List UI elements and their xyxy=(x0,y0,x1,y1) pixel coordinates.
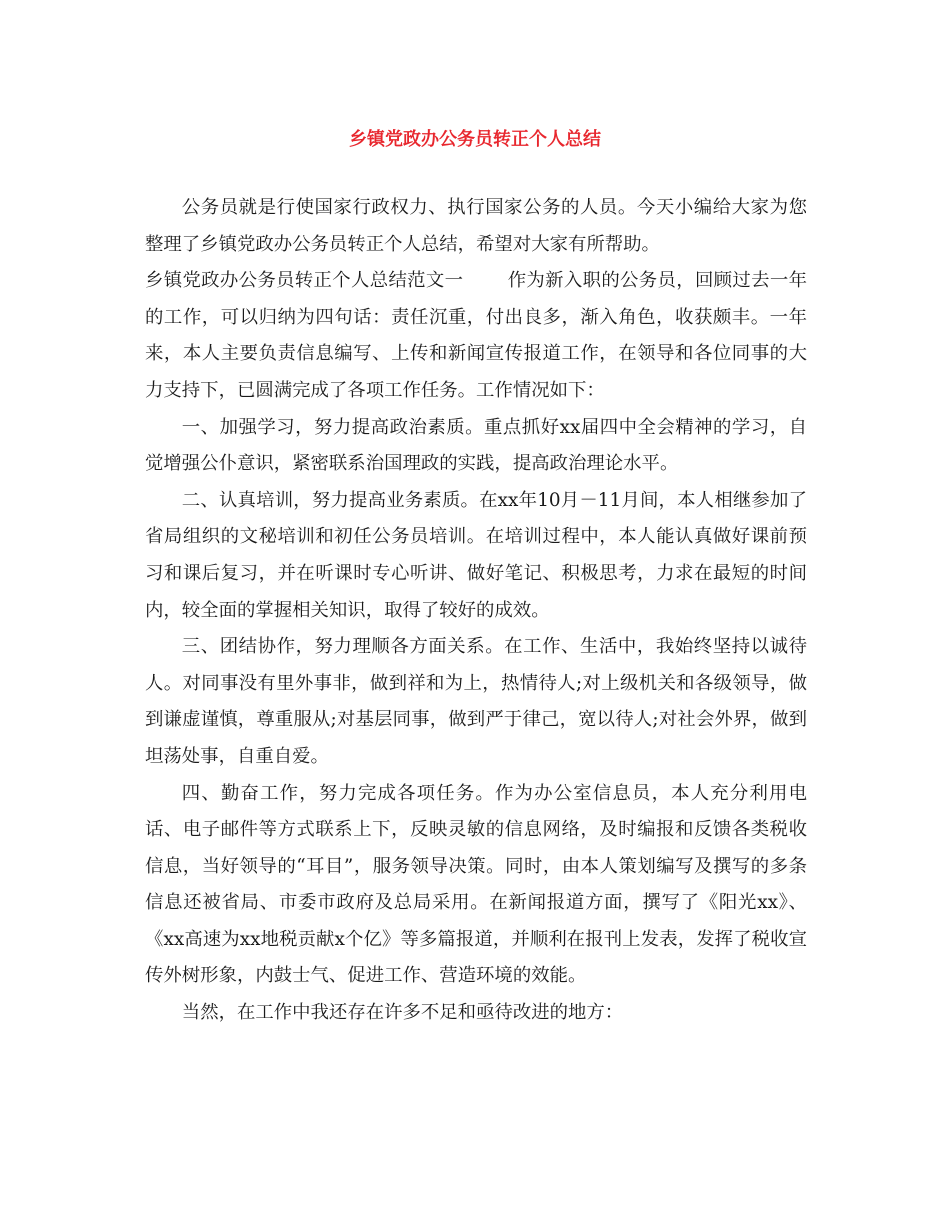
point-one-paragraph: 一、加强学习，努力提高政治素质。重点抓好xx届四中全会精神的学习，自觉增强公仆意识，紧密联系治国理政的实践，提高政治理论水平。 xyxy=(145,416,807,475)
intro-paragraph: 公务员就是行使国家行政权力、执行国家公务的人员。今天小编给大家为您整理了乡镇党政办公务员转正个人总结，希望对大家有所帮助。 xyxy=(145,197,807,255)
document-body xyxy=(145,190,807,1032)
point-two-paragraph: 二、认真培训，努力提高业务素质。在xx年10月－11月间，本人相继参加了省局组织的文秘培训和初任公务员培训。在培训过程中，本人能认真做好课前预习和课后复习，并在听课时专心听讲、做好笔记、积极思考，力求在最短的时间内，较全面的掌握相关知识，取得了较好的成效。 xyxy=(145,489,807,621)
document-title: 乡镇党政办公务员转正个人总结 xyxy=(349,129,601,150)
sample-heading: 乡镇党政办公务员转正个人总结范文一 xyxy=(145,270,464,292)
point-three-paragraph: 三、团结协作，努力理顺各方面关系。在工作、生活中，我始终坚持以诚待人。对同事没有里外事非，做到祥和为上，热情待人;对上级机关和各级领导，做到谦虚谨慎，尊重服从;对基层同事，做到严于律己，宽以待人;对社会外界，做到坦荡处事，自重自爱。 xyxy=(145,636,807,767)
sample-lead: 作为新入职的公务员，回顾过去一年的工作，可以归纳为四句话：责任沉重，付出良多，渐入角色，收获颇丰。一年来，本人主要负责信息编写、上传和新闻宣传报道工作，在领导和各位同事的大力支持下，已圆满完成了各项工作任务。工作情况如下： xyxy=(145,270,807,401)
point-four-paragraph: 四、勤奋工作，努力完成各项任务。作为办公室信息员，本人充分利用电话、电子邮件等方式联系上下，反映灵敏的信息网络，及时编报和反馈各类税收信息，当好领导的“耳目”，服务领导决策。同时，由本人策划编写及撰写的多条信息还被省局、市委市政府及总局采用。在新闻报道方面，撰写了《阳光xx》、《xx高速为xx地税贡献x个亿》等多篇报道，并顺利在报刊上发表，发挥了税收宣传外树形象，内鼓士气、促进工作、营造环境的效能。 xyxy=(145,782,807,987)
sample-paragraph xyxy=(145,263,807,409)
closing-paragraph: 当然，在工作中我还存在许多不足和亟待改进的地方： xyxy=(181,1002,624,1024)
